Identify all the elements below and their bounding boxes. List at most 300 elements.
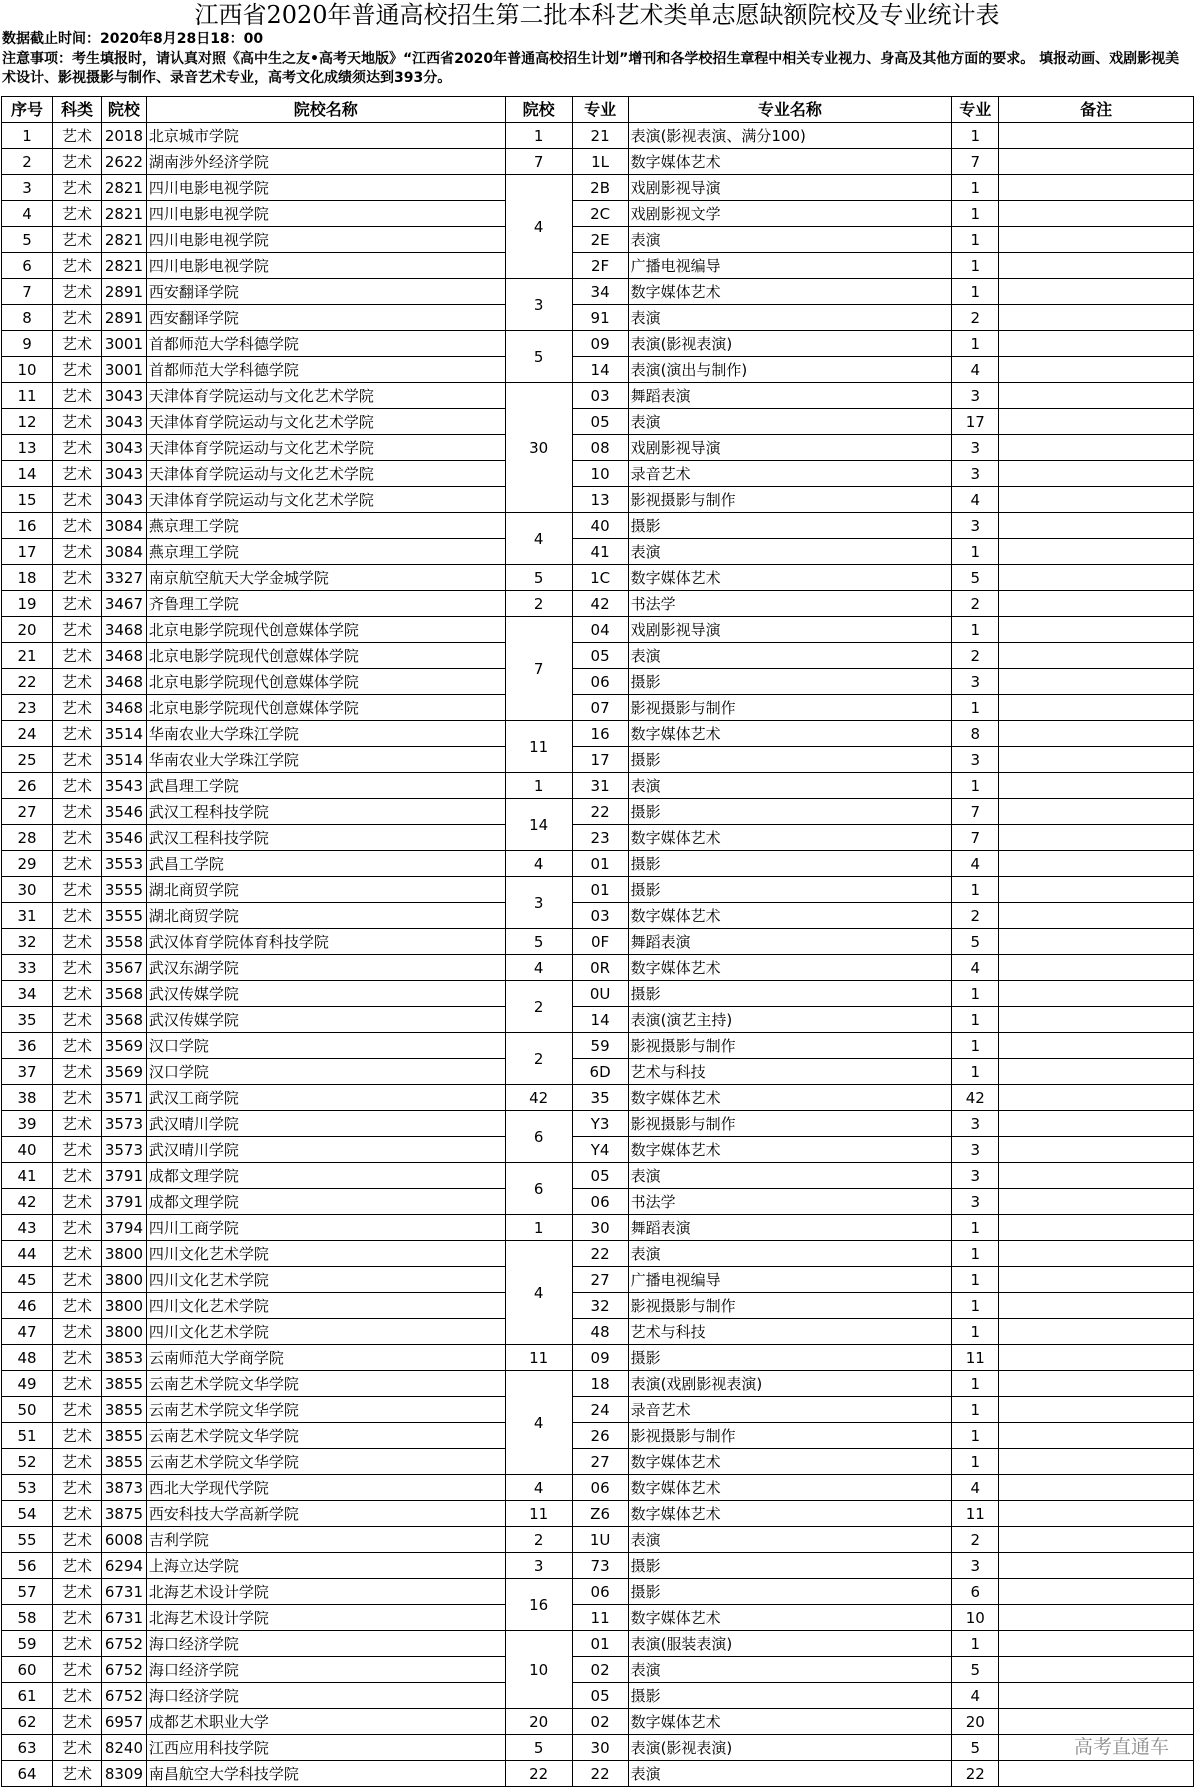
cell-school-name: 四川电影电视学院 [146,175,505,201]
cell-category: 艺术 [52,1319,101,1345]
cell-remarks [999,617,1194,643]
cell-school-vacancy: 4 [505,1475,572,1501]
cell-school-vacancy: 7 [505,617,572,721]
cell-remarks [999,461,1194,487]
cell-major-name: 数字媒体艺术 [628,1449,952,1475]
cell-school-code: 3573 [101,1137,146,1163]
cell-major-vacancy: 2 [952,903,999,929]
table-body [2,123,1194,1787]
table-row [2,1007,1194,1033]
cell-major-vacancy: 1 [952,1631,999,1657]
cell-school-code: 2891 [101,279,146,305]
cell-major-name: 摄影 [628,799,952,825]
cell-major-name: 摄影 [628,981,952,1007]
cell-category: 艺术 [52,279,101,305]
cell-school-code: 3800 [101,1319,146,1345]
cell-school-code: 3468 [101,695,146,721]
table-row [2,383,1194,409]
cell-school-code: 3569 [101,1059,146,1085]
cell-category: 艺术 [52,1085,101,1111]
cell-major-name: 数字媒体艺术 [628,1501,952,1527]
cell-school-name: 四川工商学院 [146,1215,505,1241]
cell-school-name: 南京航空航天大学金城学院 [146,565,505,591]
cell-remarks [999,565,1194,591]
cell-seq: 52 [2,1449,53,1475]
cell-category: 艺术 [52,851,101,877]
cell-school-code: 6731 [101,1605,146,1631]
cell-major-code: 42 [572,591,628,617]
cell-school-code: 2821 [101,253,146,279]
cell-major-vacancy: 11 [952,1345,999,1371]
cell-school-code: 3568 [101,981,146,1007]
cell-major-vacancy: 3 [952,1553,999,1579]
cell-seq: 18 [2,565,53,591]
table-row [2,1709,1194,1735]
cell-seq: 10 [2,357,53,383]
table-row [2,721,1194,747]
cell-major-vacancy: 1 [952,175,999,201]
cell-school-code: 3043 [101,409,146,435]
cell-school-code: 6957 [101,1709,146,1735]
cell-category: 艺术 [52,175,101,201]
cell-school-vacancy: 20 [505,1709,572,1735]
cell-remarks [999,305,1194,331]
cell-category: 艺术 [52,1189,101,1215]
cell-category: 艺术 [52,1007,101,1033]
cell-major-vacancy: 4 [952,955,999,981]
cell-school-vacancy: 16 [505,1579,572,1631]
cell-remarks [999,903,1194,929]
cell-school-name: 江西应用科技学院 [146,1735,505,1761]
table-row [2,877,1194,903]
cell-major-code: 01 [572,877,628,903]
table-row [2,227,1194,253]
table-row [2,643,1194,669]
cell-major-vacancy: 5 [952,1735,999,1761]
cell-school-name: 四川电影电视学院 [146,201,505,227]
cell-school-code: 2622 [101,149,146,175]
cell-school-vacancy: 2 [505,591,572,617]
cell-school-vacancy: 3 [505,279,572,331]
cell-major-vacancy: 2 [952,305,999,331]
table-row [2,695,1194,721]
cell-remarks [999,487,1194,513]
cell-major-name: 表演 [628,1761,952,1787]
cell-major-code: 24 [572,1397,628,1423]
table-header-row [2,97,1194,123]
cell-remarks [999,669,1194,695]
cell-remarks [999,1657,1194,1683]
cell-school-vacancy: 2 [505,981,572,1033]
cell-category: 艺术 [52,903,101,929]
table-row [2,1241,1194,1267]
cell-seq: 1 [2,123,53,149]
cell-major-name: 数字媒体艺术 [628,149,952,175]
cell-remarks [999,1163,1194,1189]
cell-major-code: 2F [572,253,628,279]
vacancy-table [1,96,1194,1787]
cell-remarks [999,1475,1194,1501]
table-row [2,1605,1194,1631]
cell-major-code: 06 [572,1579,628,1605]
cell-school-vacancy: 3 [505,877,572,929]
cell-school-code: 3546 [101,825,146,851]
cell-school-name: 上海立达学院 [146,1553,505,1579]
cell-remarks [999,149,1194,175]
cell-major-name: 数字媒体艺术 [628,1137,952,1163]
cell-school-name: 北海艺术设计学院 [146,1579,505,1605]
cell-school-name: 成都文理学院 [146,1189,505,1215]
cell-major-code: 2B [572,175,628,201]
cell-school-vacancy: 6 [505,1163,572,1215]
cell-major-name: 表演(演艺主持) [628,1007,952,1033]
cell-seq: 9 [2,331,53,357]
cell-major-name: 影视摄影与制作 [628,1293,952,1319]
cell-school-name: 燕京理工学院 [146,513,505,539]
cell-major-vacancy: 4 [952,1683,999,1709]
table-row [2,1631,1194,1657]
watermark: 高考直通车 [1073,1736,1169,1758]
cell-school-name: 天津体育学院运动与文化艺术学院 [146,383,505,409]
cell-major-vacancy: 1 [952,617,999,643]
cell-remarks [999,1215,1194,1241]
cell-school-name: 湖北商贸学院 [146,903,505,929]
cell-seq: 19 [2,591,53,617]
cell-category: 艺术 [52,1059,101,1085]
cell-remarks [999,851,1194,877]
cell-school-code: 3468 [101,643,146,669]
header-school-code: 院校 [101,97,146,123]
cell-school-code: 2821 [101,201,146,227]
cell-remarks [999,981,1194,1007]
cell-category: 艺术 [52,643,101,669]
cell-school-vacancy: 2 [505,1527,572,1553]
cell-school-name: 西北大学现代学院 [146,1475,505,1501]
table-row [2,331,1194,357]
cell-remarks [999,1189,1194,1215]
cell-remarks [999,1293,1194,1319]
cell-category: 艺术 [52,799,101,825]
cell-major-name: 戏剧影视导演 [628,175,952,201]
cell-major-code: Y4 [572,1137,628,1163]
cell-remarks [999,955,1194,981]
table-row [2,1527,1194,1553]
cell-school-code: 3855 [101,1449,146,1475]
cell-category: 艺术 [52,1735,101,1761]
cell-remarks [999,1397,1194,1423]
cell-category: 艺术 [52,825,101,851]
cell-school-name: 北京电影学院现代创意媒体学院 [146,669,505,695]
cell-seq: 41 [2,1163,53,1189]
cell-major-vacancy: 11 [952,1501,999,1527]
cell-major-code: 34 [572,279,628,305]
cell-category: 艺术 [52,305,101,331]
cell-school-name: 北京电影学院现代创意媒体学院 [146,643,505,669]
cell-category: 艺术 [52,695,101,721]
cell-seq: 32 [2,929,53,955]
cell-major-vacancy: 1 [952,123,999,149]
cell-remarks [999,279,1194,305]
table-row [2,1553,1194,1579]
cell-major-code: 08 [572,435,628,461]
cell-remarks [999,1319,1194,1345]
header-seq: 序号 [2,97,53,123]
cell-category: 艺术 [52,1709,101,1735]
cell-category: 艺术 [52,1605,101,1631]
cell-school-code: 2891 [101,305,146,331]
cell-major-code: 06 [572,1189,628,1215]
cell-major-name: 摄影 [628,1683,952,1709]
table-row [2,1111,1194,1137]
cell-category: 艺术 [52,149,101,175]
cell-major-name: 影视摄影与制作 [628,695,952,721]
cell-major-vacancy: 1 [952,773,999,799]
cell-major-code: 21 [572,123,628,149]
cell-school-code: 6294 [101,1553,146,1579]
cell-remarks [999,1553,1194,1579]
cell-seq: 61 [2,1683,53,1709]
table-row [2,409,1194,435]
cell-major-name: 录音艺术 [628,461,952,487]
cell-remarks [999,1527,1194,1553]
cell-school-vacancy: 4 [505,1371,572,1475]
cell-category: 艺术 [52,487,101,513]
cell-remarks [999,721,1194,747]
cell-seq: 3 [2,175,53,201]
cell-major-name: 表演 [628,539,952,565]
table-row [2,669,1194,695]
cell-school-name: 湖南涉外经济学院 [146,149,505,175]
cell-major-name: 戏剧影视导演 [628,617,952,643]
cell-school-code: 3043 [101,435,146,461]
cell-seq: 38 [2,1085,53,1111]
table-row [2,513,1194,539]
cell-seq: 4 [2,201,53,227]
cell-school-code: 3514 [101,721,146,747]
cell-major-code: 30 [572,1735,628,1761]
cell-school-code: 8240 [101,1735,146,1761]
cell-major-vacancy: 4 [952,357,999,383]
cell-remarks [999,331,1194,357]
cell-major-name: 舞蹈表演 [628,383,952,409]
table-row [2,253,1194,279]
cell-category: 艺术 [52,1501,101,1527]
cell-category: 艺术 [52,253,101,279]
cell-major-vacancy: 10 [952,1605,999,1631]
cell-remarks [999,1111,1194,1137]
cell-major-name: 数字媒体艺术 [628,279,952,305]
cell-major-vacancy: 1 [952,1007,999,1033]
cell-seq: 39 [2,1111,53,1137]
cell-major-name: 数字媒体艺术 [628,1475,952,1501]
cell-category: 艺术 [52,1397,101,1423]
cell-remarks [999,799,1194,825]
cell-major-name: 影视摄影与制作 [628,1033,952,1059]
cell-seq: 17 [2,539,53,565]
cell-major-code: 22 [572,799,628,825]
cell-major-vacancy: 3 [952,435,999,461]
cell-school-code: 3546 [101,799,146,825]
cell-seq: 59 [2,1631,53,1657]
cell-school-vacancy: 7 [505,149,572,175]
cell-major-code: 31 [572,773,628,799]
cell-school-name: 汉口学院 [146,1059,505,1085]
cell-school-name: 武汉工程科技学院 [146,799,505,825]
table-row [2,357,1194,383]
table-row [2,1345,1194,1371]
cell-major-name: 数字媒体艺术 [628,1085,952,1111]
cell-category: 艺术 [52,955,101,981]
cell-remarks [999,747,1194,773]
cell-category: 艺术 [52,1111,101,1137]
cell-major-name: 摄影 [628,1553,952,1579]
cell-category: 艺术 [52,1475,101,1501]
cell-seq: 5 [2,227,53,253]
cell-major-name: 戏剧影视文学 [628,201,952,227]
cell-seq: 30 [2,877,53,903]
cell-major-vacancy: 1 [952,1319,999,1345]
cell-category: 艺术 [52,201,101,227]
cell-school-code: 3794 [101,1215,146,1241]
cell-category: 艺术 [52,383,101,409]
cell-major-code: 41 [572,539,628,565]
cell-seq: 54 [2,1501,53,1527]
cell-major-code: 01 [572,851,628,877]
cell-school-code: 8309 [101,1761,146,1787]
table-row [2,1137,1194,1163]
cell-school-name: 武汉体育学院体育科技学院 [146,929,505,955]
cell-major-code: 40 [572,513,628,539]
cell-category: 艺术 [52,1137,101,1163]
cell-seq: 14 [2,461,53,487]
cell-major-name: 摄影 [628,877,952,903]
cell-school-code: 3855 [101,1397,146,1423]
cell-school-code: 3043 [101,383,146,409]
cell-category: 艺术 [52,565,101,591]
cell-major-code: 14 [572,1007,628,1033]
cell-major-vacancy: 1 [952,539,999,565]
cell-school-name: 湖北商贸学院 [146,877,505,903]
header-major-code: 专业 [572,97,628,123]
cell-seq: 63 [2,1735,53,1761]
cell-seq: 58 [2,1605,53,1631]
cell-major-name: 表演(影视表演、满分100) [628,123,952,149]
cell-remarks [999,695,1194,721]
cell-seq: 7 [2,279,53,305]
table-row [2,1397,1194,1423]
cell-major-vacancy: 2 [952,1527,999,1553]
cell-seq: 44 [2,1241,53,1267]
cell-major-name: 数字媒体艺术 [628,955,952,981]
cell-school-vacancy: 4 [505,1241,572,1345]
cell-school-code: 3543 [101,773,146,799]
cell-seq: 29 [2,851,53,877]
cell-major-name: 数字媒体艺术 [628,825,952,851]
cell-school-name: 华南农业大学珠江学院 [146,747,505,773]
cell-seq: 36 [2,1033,53,1059]
cell-remarks [999,123,1194,149]
cell-school-name: 武汉工程科技学院 [146,825,505,851]
cell-category: 艺术 [52,591,101,617]
cell-category: 艺术 [52,435,101,461]
cell-category: 艺术 [52,1553,101,1579]
cell-major-vacancy: 1 [952,331,999,357]
cell-seq: 46 [2,1293,53,1319]
cell-major-code: 2E [572,227,628,253]
cell-major-vacancy: 1 [952,981,999,1007]
cell-major-code: Z6 [572,1501,628,1527]
cell-school-name: 武昌理工学院 [146,773,505,799]
cell-remarks [999,1267,1194,1293]
cell-major-vacancy: 3 [952,1111,999,1137]
cell-school-code: 3555 [101,877,146,903]
cell-school-vacancy: 4 [505,175,572,279]
cell-remarks [999,773,1194,799]
table-row [2,1449,1194,1475]
cell-seq: 28 [2,825,53,851]
cell-major-vacancy: 3 [952,513,999,539]
cell-seq: 62 [2,1709,53,1735]
cell-category: 艺术 [52,1267,101,1293]
cell-major-vacancy: 2 [952,643,999,669]
cell-school-code: 3568 [101,1007,146,1033]
cell-major-name: 表演(影视表演) [628,331,952,357]
cell-major-code: 07 [572,695,628,721]
cell-seq: 11 [2,383,53,409]
cell-seq: 22 [2,669,53,695]
notice-text: 注意事项：考生填报时，请认真对照《高中生之友•高考天地版》“江西省2020年普通高校招生计划”增刊和各学校招生章程中相关专业视力、身高及其他方面的要求。 填报动画、戏剧影视美术设计、影视摄影与制作、录音艺术专业，高考文化成绩须达到393分。 [2,51,1180,86]
cell-school-code: 3573 [101,1111,146,1137]
table-row [2,175,1194,201]
cell-major-code: 59 [572,1033,628,1059]
cell-school-vacancy: 5 [505,929,572,955]
cell-major-code: 35 [572,1085,628,1111]
cell-major-vacancy: 3 [952,1163,999,1189]
cell-major-code: 05 [572,1683,628,1709]
cell-remarks [999,1137,1194,1163]
cell-school-name: 武汉晴川学院 [146,1111,505,1137]
cell-major-name: 广播电视编导 [628,1267,952,1293]
cell-remarks [999,877,1194,903]
cell-major-code: 02 [572,1657,628,1683]
table-row [2,1579,1194,1605]
cell-major-vacancy: 1 [952,1033,999,1059]
cell-school-name: 海口经济学院 [146,1657,505,1683]
cell-major-name: 表演 [628,1163,952,1189]
cell-school-name: 武昌工学院 [146,851,505,877]
cell-major-vacancy: 3 [952,1189,999,1215]
table-row [2,1319,1194,1345]
cell-school-code: 3043 [101,487,146,513]
cell-major-code: 91 [572,305,628,331]
cell-category: 艺术 [52,1631,101,1657]
cell-school-name: 云南艺术学院文华学院 [146,1397,505,1423]
cell-major-code: 0U [572,981,628,1007]
cell-school-code: 3327 [101,565,146,591]
cell-remarks [999,643,1194,669]
cell-seq: 40 [2,1137,53,1163]
table-row [2,435,1194,461]
cell-seq: 53 [2,1475,53,1501]
cell-school-name: 武汉东湖学院 [146,955,505,981]
cell-major-vacancy: 20 [952,1709,999,1735]
header-category: 科类 [52,97,101,123]
cell-school-name: 海口经济学院 [146,1683,505,1709]
cell-school-vacancy: 14 [505,799,572,851]
cell-remarks [999,1371,1194,1397]
cell-seq: 24 [2,721,53,747]
cell-major-code: 06 [572,1475,628,1501]
